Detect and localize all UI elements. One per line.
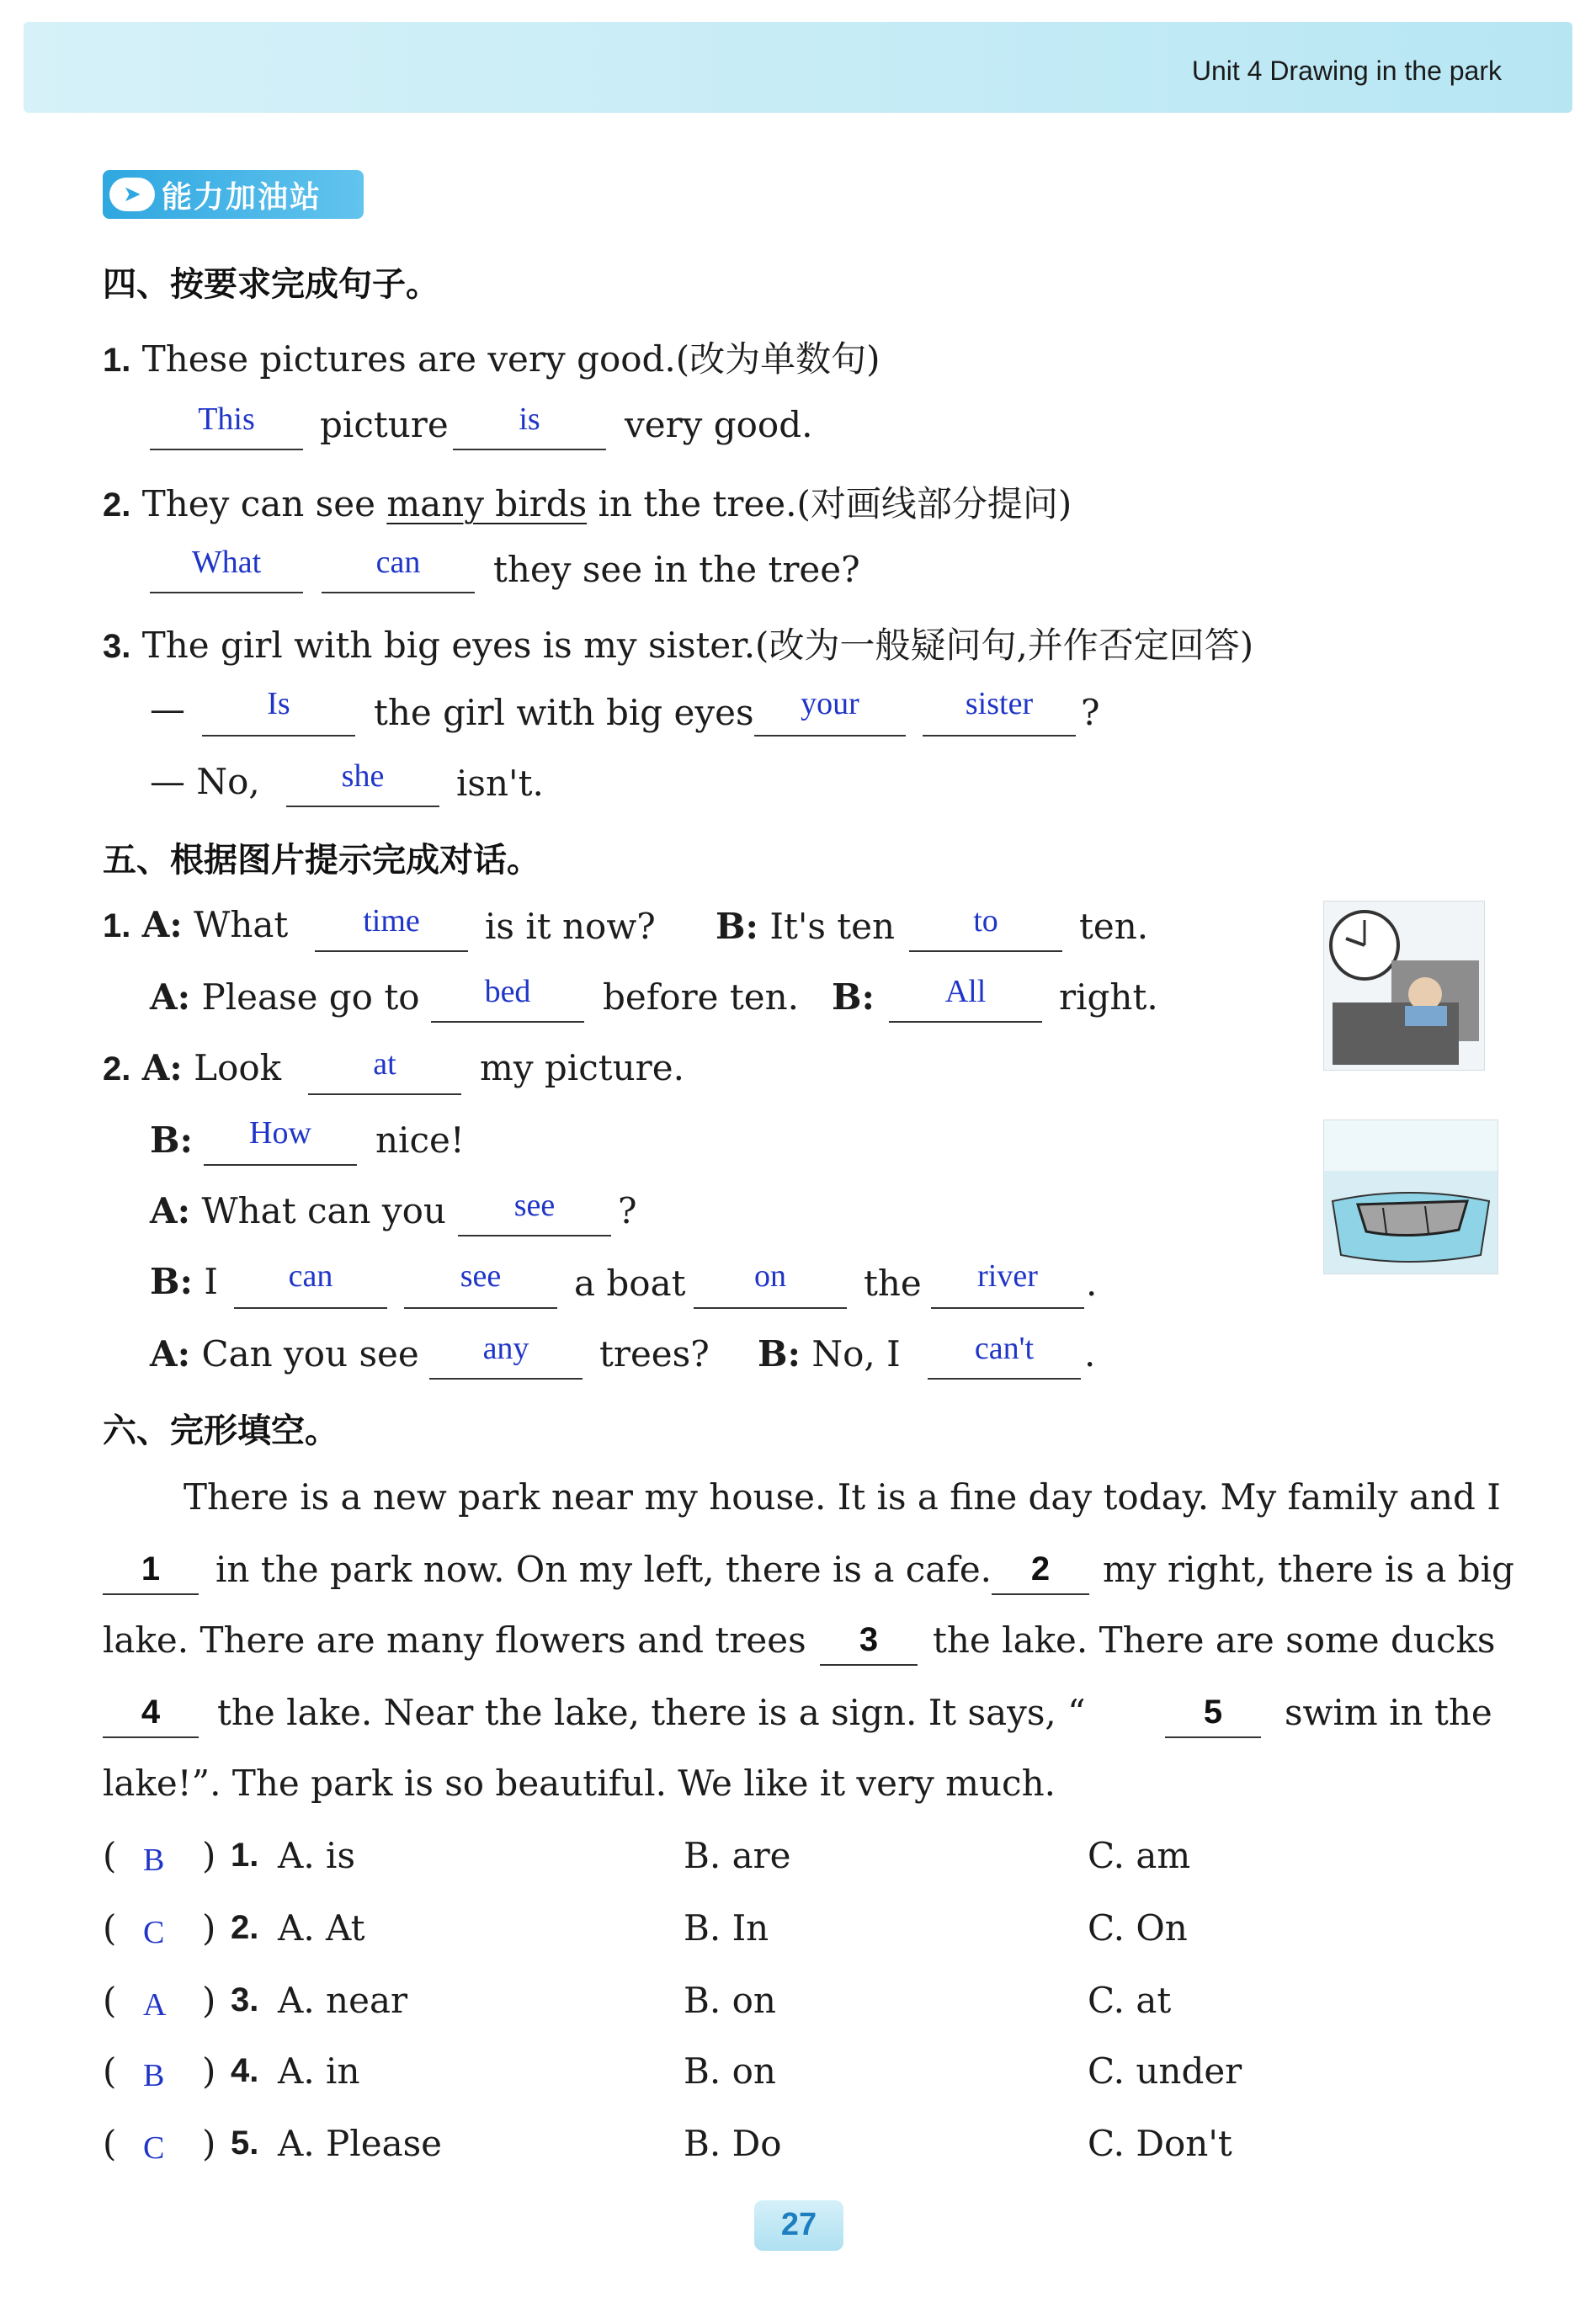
- s6-choice-answer: C: [143, 2130, 165, 2166]
- s6-para-line1: There is a new park near my house. It is a fine day today. My family and I: [184, 1476, 1501, 1518]
- s6-choice-b[interactable]: B. on: [684, 1980, 776, 2021]
- s5-speaker-a: A:: [141, 904, 183, 945]
- s5-d2-l3b: ?: [618, 1190, 637, 1231]
- s6-para-line2b: my right, there is a big: [1103, 1549, 1514, 1590]
- s6-choice-c[interactable]: C. am: [1088, 1835, 1191, 1876]
- s5-d1-blank-time[interactable]: [315, 949, 468, 952]
- s5-d1-answer-bed: bed: [484, 974, 531, 1009]
- s6-blank-2[interactable]: [992, 1593, 1089, 1595]
- s5-speaker-a: A:: [141, 1047, 183, 1088]
- s4-q2-answer2: can: [375, 545, 421, 580]
- s5-d1-l2c: right.: [1059, 976, 1158, 1018]
- s6-blank-3-label: 3: [859, 1621, 879, 1658]
- s5-d2-answer-any: any: [482, 1331, 529, 1366]
- s5-d2-l1a: Look: [194, 1047, 282, 1088]
- s5-d2-answer-can: can: [288, 1258, 333, 1294]
- s5-d2-line5: [150, 1333, 419, 1375]
- s6-choice-c[interactable]: C. Don't: [1088, 2123, 1232, 2164]
- s5-d1-blank-to[interactable]: [909, 949, 1062, 952]
- s6-blank-5-label: 5: [1203, 1694, 1223, 1731]
- s4-q3-blank2[interactable]: [754, 734, 906, 737]
- s5-d2-blank-can[interactable]: [234, 1306, 387, 1309]
- unit-title: Unit 4 Drawing in the park: [1191, 56, 1502, 86]
- s5-d2-answer-cant: can't: [974, 1331, 1035, 1366]
- s5-d1-answer-to: to: [973, 903, 998, 939]
- clock-bed-image: [1323, 901, 1485, 1071]
- s4-q1: [103, 332, 880, 382]
- s5-speaker-b: B:: [758, 1333, 801, 1375]
- s6-choice-b[interactable]: B. on: [684, 2050, 776, 2092]
- s6-choice-b[interactable]: B. Do: [684, 2123, 782, 2164]
- s5-d2-l3a: What can you: [201, 1190, 446, 1231]
- s4-q3-number: 3.: [103, 628, 131, 665]
- s5-d2-blank-river[interactable]: [931, 1306, 1084, 1309]
- s5-d2-answer-how: How: [249, 1115, 311, 1151]
- s6-blank-2-label: 2: [1030, 1550, 1051, 1587]
- s5-d2-blank-see[interactable]: [458, 1234, 611, 1236]
- section-badge: [103, 170, 364, 219]
- s5-speaker-a: A:: [150, 976, 191, 1018]
- s6-blank-1[interactable]: [103, 1593, 199, 1595]
- s5-d2-answer-see: see: [513, 1188, 556, 1223]
- badge-label: 能力加油站: [162, 179, 322, 215]
- s4-q3-answer3: sister: [965, 686, 1034, 721]
- s6-choice-answer: A: [143, 1987, 167, 2023]
- s5-d2-blank-see2[interactable]: [404, 1306, 557, 1309]
- rocket-icon: ➤: [109, 178, 155, 211]
- s5-d1-l1a: What: [194, 904, 289, 945]
- s4-q3-answer2: your: [801, 686, 859, 721]
- s5-d1-l2a: Please go to: [201, 976, 420, 1018]
- s4-q1-verygood: very good.: [625, 404, 813, 445]
- section-5-heading: 五、根据图片提示完成对话。: [103, 841, 540, 880]
- s5-d1-l1b: is it now?: [485, 906, 656, 947]
- s6-choice-paren-open: (: [103, 1835, 117, 1876]
- s4-q1-number: 1.: [103, 342, 131, 379]
- s6-para-line2a: in the park now. On my left, there is a cafe.: [215, 1549, 992, 1590]
- s4-q3-blank4[interactable]: [286, 805, 439, 807]
- s5-d2-l1b: my picture.: [480, 1047, 684, 1088]
- s4-q1-blank1[interactable]: [150, 448, 303, 450]
- s6-para-line3a: lake. There are many flowers and trees: [103, 1619, 806, 1661]
- s6-blank-1-label: 1: [141, 1550, 161, 1587]
- s5-d1-l2b: before ten.: [603, 976, 799, 1018]
- s4-q2-answer1: What: [191, 545, 262, 580]
- s6-choice-paren-open: (: [103, 1980, 117, 2021]
- s6-choice-c[interactable]: C. under: [1088, 2050, 1242, 2092]
- s5-d1-line2: [150, 976, 420, 1018]
- s4-q3-isnt: isn't.: [456, 763, 544, 804]
- clock-bed-drawing: [1324, 901, 1484, 1070]
- s5-speaker-a: A:: [150, 1333, 191, 1375]
- s6-choice-number: 4.: [231, 2052, 259, 2089]
- s5-d1-blank-all[interactable]: [889, 1020, 1042, 1023]
- s4-q2-end: they see in the tree?: [493, 549, 860, 590]
- s4-q2-blank1[interactable]: [150, 591, 303, 593]
- s5-speaker-b: B:: [832, 976, 875, 1018]
- s5-d2-l5d: .: [1084, 1333, 1096, 1375]
- s5-speaker-b: B:: [150, 1119, 194, 1161]
- s6-choice-a[interactable]: A. near: [278, 1980, 408, 2021]
- section-4-heading: 四、按要求完成句子。: [103, 265, 439, 304]
- s5-d2-l5b: trees?: [599, 1333, 710, 1375]
- s4-q2-number: 2.: [103, 487, 131, 524]
- page-number: 27: [780, 2207, 817, 2242]
- s4-q1-answer1: This: [198, 402, 255, 437]
- s5-d2-blank-how[interactable]: [204, 1163, 357, 1166]
- s4-q3-no: — No,: [150, 761, 260, 802]
- s4-q2-underlined: many birds: [386, 483, 588, 524]
- s5-d2-l2b: nice!: [375, 1119, 465, 1161]
- s6-choice-a[interactable]: A. Please: [278, 2123, 443, 2164]
- s6-choice-number: 2.: [231, 1909, 259, 1946]
- s6-blank-3[interactable]: [820, 1663, 918, 1666]
- s4-q2-text-b: in the tree.(对画线部分提问): [598, 483, 1072, 524]
- s6-choice-paren-close: ): [202, 2050, 216, 2092]
- s5-d1-blank-bed[interactable]: [431, 1020, 584, 1023]
- s4-q3-dash: —: [150, 689, 185, 730]
- s6-choice-answer: B: [143, 1843, 165, 1878]
- s5-d2-blank-at[interactable]: [308, 1093, 461, 1095]
- s6-choice-c[interactable]: C. at: [1088, 1980, 1172, 2021]
- s5-d2-answer-at: at: [373, 1046, 396, 1082]
- s6-blank-5[interactable]: [1165, 1736, 1261, 1738]
- s5-speaker-b: B:: [716, 906, 759, 947]
- s5-d2-l4a: I: [204, 1261, 218, 1302]
- s6-choice-a[interactable]: A. in: [278, 2050, 360, 2092]
- s5-d1-answer-time: time: [363, 903, 420, 939]
- s4-q3-answer4: she: [341, 758, 385, 794]
- s4-q1-blank2[interactable]: [453, 448, 606, 450]
- s6-choice-paren-close: ): [202, 1835, 216, 1876]
- s6-blank-4[interactable]: [103, 1736, 199, 1738]
- s5-speaker-a: A:: [150, 1190, 191, 1231]
- s5-d1-line1-b: [716, 906, 895, 947]
- s5-d2-blank-any[interactable]: [429, 1377, 583, 1380]
- s6-choice-b[interactable]: B. are: [684, 1835, 791, 1876]
- boat-river-image: [1323, 1119, 1498, 1274]
- s5-d2-line5-b: [758, 1333, 901, 1375]
- s6-choice-b[interactable]: B. In: [684, 1907, 769, 1949]
- s6-para-line4a: the lake. Near the lake, there is a sign. It says, “: [217, 1692, 1086, 1733]
- s6-choice-c[interactable]: C. On: [1088, 1907, 1188, 1949]
- s6-choice-number: 1.: [231, 1837, 259, 1874]
- s6-choice-paren-close: ): [202, 1907, 216, 1949]
- s6-choice-number: 5.: [231, 2125, 259, 2162]
- s6-choice-paren-close: ): [202, 1980, 216, 2021]
- s5-d2-line4: [150, 1261, 218, 1302]
- s4-q1-picture: picture: [320, 404, 449, 445]
- s6-choice-paren-open: (: [103, 2123, 117, 2164]
- s6-choice-paren-close: ): [202, 2123, 216, 2164]
- s6-choice-answer: B: [143, 2058, 165, 2093]
- s4-q3-text: The girl with big eyes is my sister.(改为一般疑问句,并作否定回答): [141, 625, 1254, 666]
- s6-choice-paren-open: (: [103, 1907, 117, 1949]
- s6-choice-a[interactable]: A. At: [278, 1907, 365, 1949]
- s4-q1-text: These pictures are very good.(改为单数句): [141, 338, 880, 380]
- s5-speaker-b: B:: [150, 1261, 194, 1302]
- s6-choice-a[interactable]: A. is: [278, 1835, 356, 1876]
- s5-d1-answer-all: All: [944, 974, 987, 1009]
- s6-choice-answer: C: [143, 1915, 165, 1950]
- s5-d1-l1c: It's ten: [769, 906, 896, 947]
- s5-d2-number: 2.: [103, 1050, 131, 1088]
- s4-q3-blank3[interactable]: [923, 734, 1076, 737]
- s4-q2-text-a: They can see: [141, 483, 375, 524]
- s4-q2: [103, 476, 1072, 527]
- s5-d2-l5a: Can you see: [201, 1333, 419, 1375]
- s4-q2-blank2[interactable]: [322, 591, 475, 593]
- s6-para-line5: lake!”. The park is so beautiful. We like it very much.: [103, 1763, 1056, 1804]
- s6-para-line4b: swim in the: [1285, 1692, 1492, 1733]
- s6-choice-paren-open: (: [103, 2050, 117, 2092]
- s4-q3-blank1[interactable]: [202, 734, 355, 737]
- s5-d2-blank-on[interactable]: [694, 1306, 847, 1309]
- section-6-heading: 六、完形填空。: [103, 1412, 338, 1450]
- s5-d2-line1: [103, 1047, 281, 1088]
- s4-q3-qmark: ?: [1081, 692, 1100, 733]
- s4-q3-mid: the girl with big eyes: [374, 692, 754, 733]
- s5-d2-l4d: .: [1086, 1263, 1098, 1304]
- s5-d2-blank-cant[interactable]: [928, 1377, 1081, 1380]
- s6-blank-4-label: 4: [141, 1694, 161, 1731]
- s5-d2-line3: [150, 1190, 446, 1231]
- s5-d2-l4c: the: [864, 1263, 922, 1304]
- s5-d2-l4b: a boat: [574, 1263, 686, 1304]
- s5-d2-answer-on: on: [754, 1258, 786, 1294]
- s4-q3-answer1: Is: [267, 686, 290, 721]
- s5-d1-l1d: ten.: [1079, 906, 1149, 947]
- s5-d2-l5c: No, I: [811, 1333, 901, 1375]
- boat-river-drawing: [1324, 1120, 1498, 1274]
- s4-q1-answer2: is: [519, 402, 540, 437]
- s5-d2-answer-river: river: [977, 1258, 1038, 1294]
- s6-choice-number: 3.: [231, 1981, 259, 2018]
- s6-para-line3b: the lake. There are some ducks: [933, 1619, 1496, 1661]
- s4-q3: [103, 618, 1253, 668]
- s5-d2-answer-see2: see: [460, 1258, 502, 1294]
- s5-d1-line1: [103, 904, 288, 945]
- s5-d1-number: 1.: [103, 907, 131, 944]
